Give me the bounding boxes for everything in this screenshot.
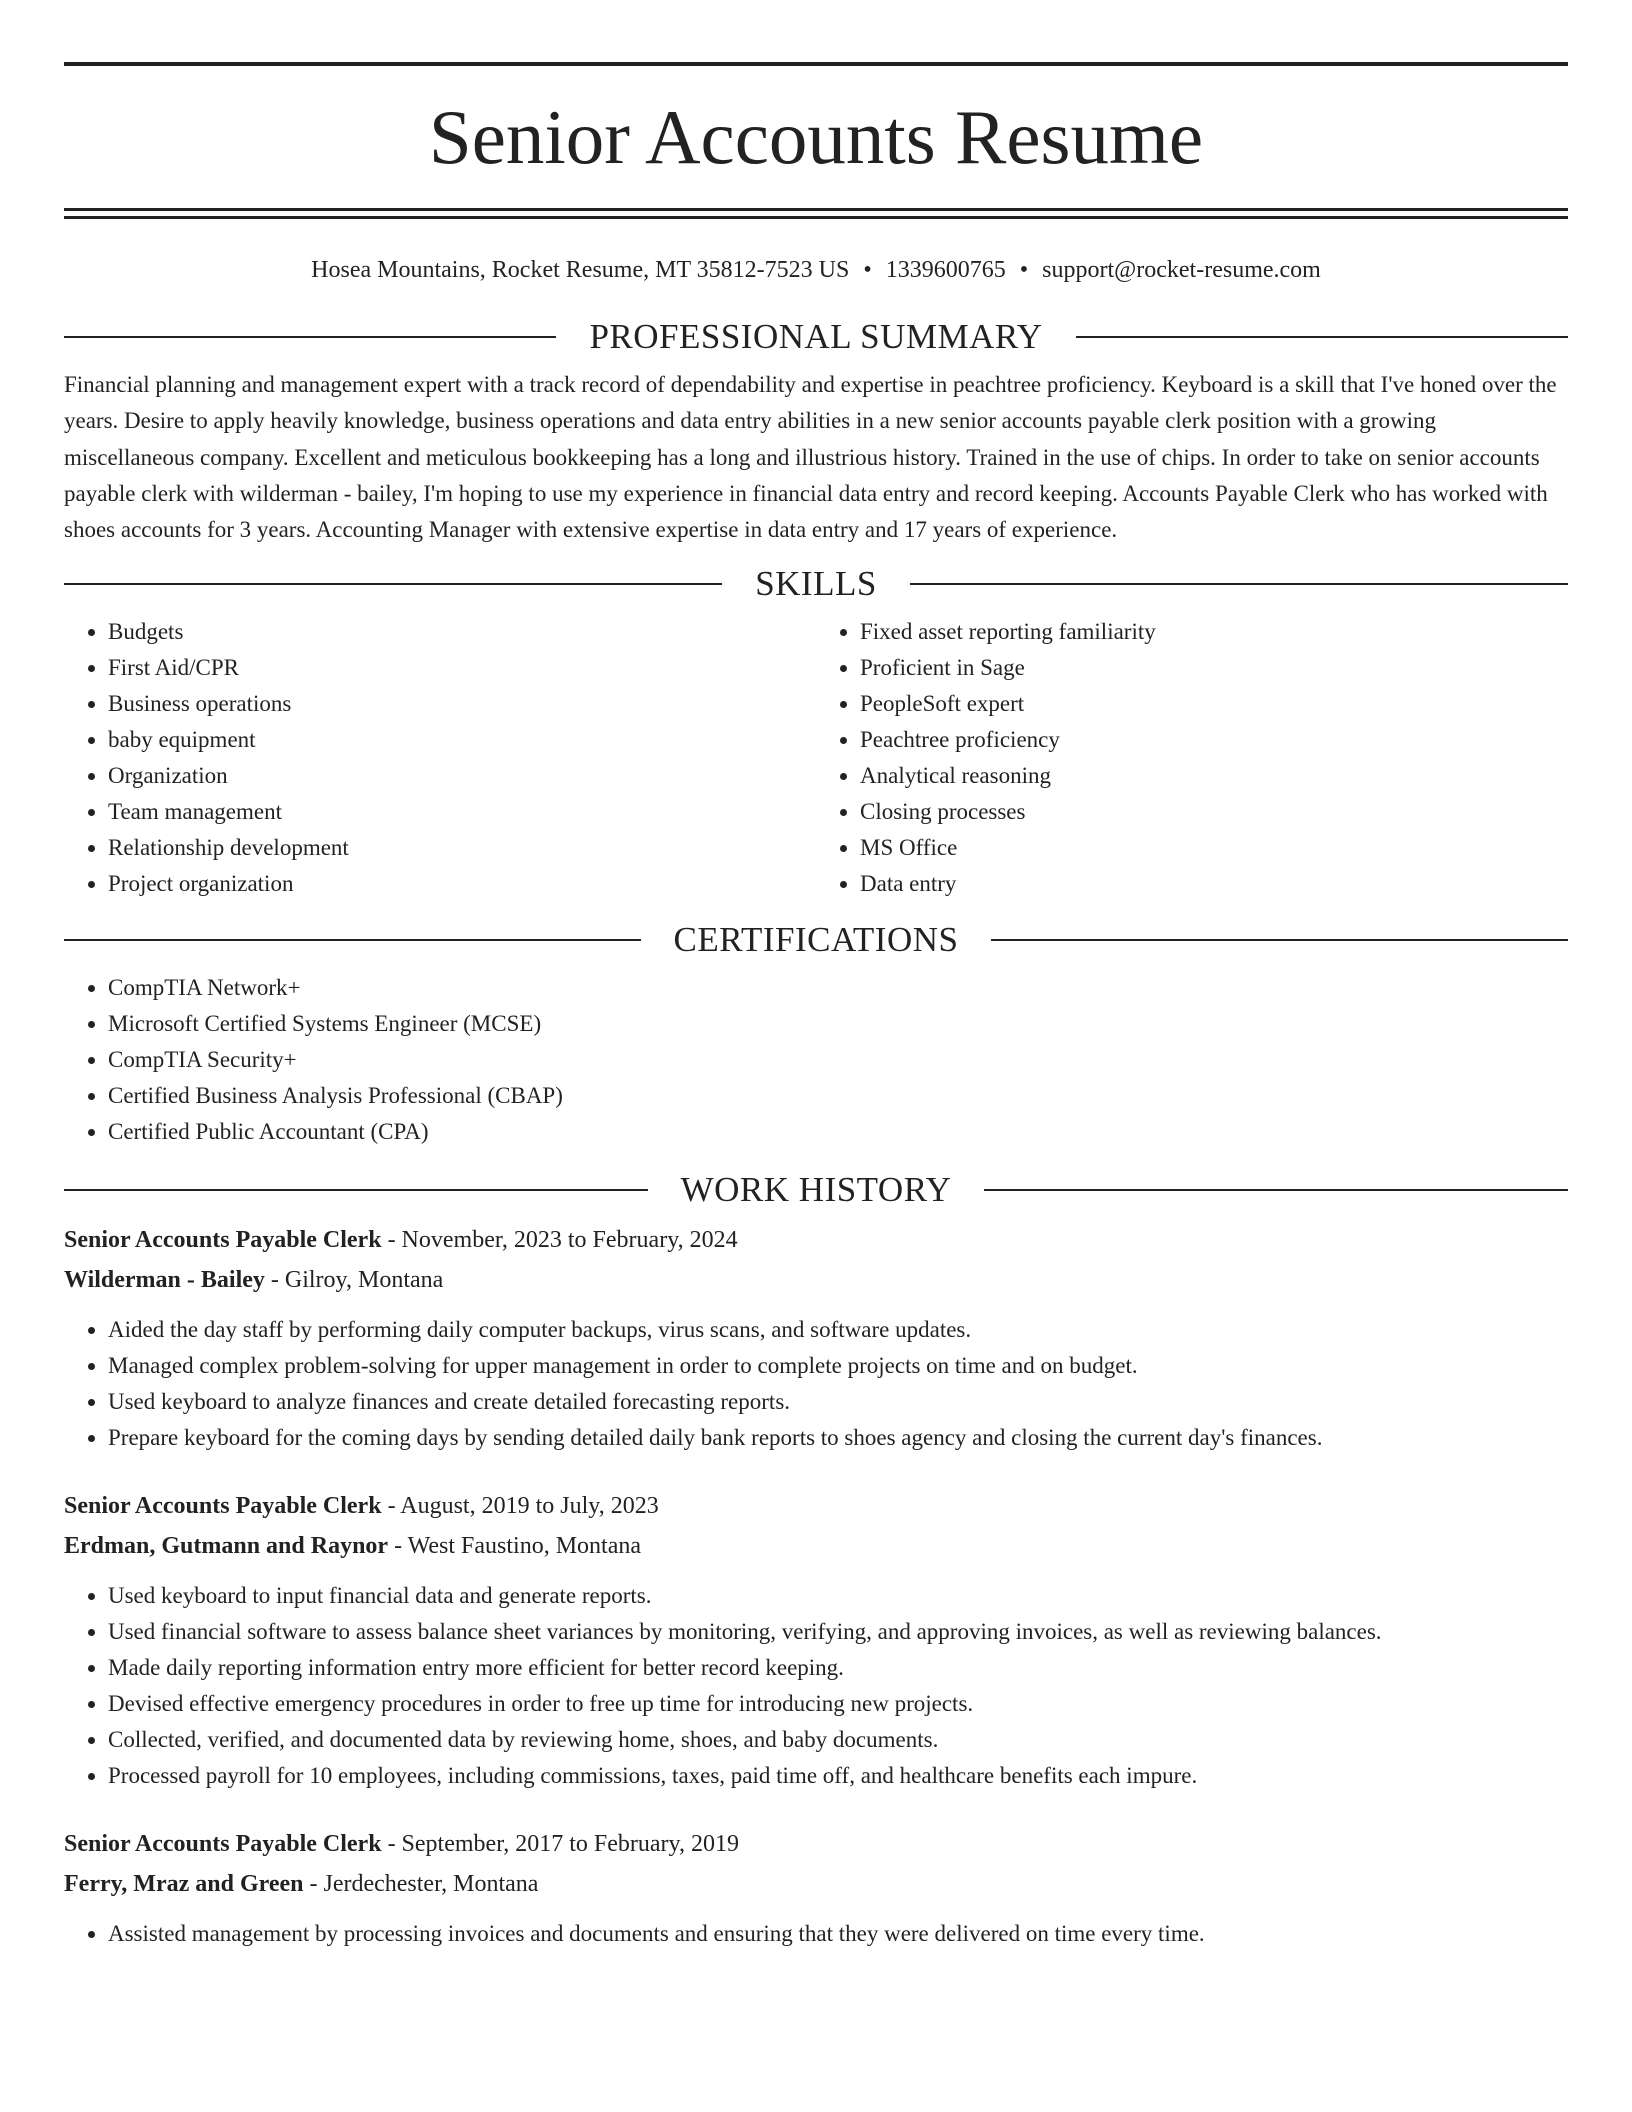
skill-item: • Data entry [860,866,1568,902]
section-rule-left [64,583,722,585]
job-dates: - September, 2017 to February, 2019 [381,1831,739,1858]
job-company-line [64,1864,1568,1904]
certifications-section-header [64,918,1568,962]
contact-address: Hosea Mountains, Rocket Resume, MT 35812-7523 US [311,257,850,283]
skills-grid [64,614,1568,902]
skill-item: • Team management [108,794,816,830]
skills-list-left [64,614,816,902]
contact-separator: • [1019,257,1029,283]
skill-item: • Relationship development [108,830,816,866]
skill-item: • Budgets [108,614,816,650]
title-block [64,62,1568,219]
certification-item: • Certified Public Accountant (CPA) [108,1114,1568,1150]
job-bullet: • Assisted management by processing invoices and documents and ensuring that they were delivered on time every time. [108,1916,1568,1952]
section-rule-left [64,1189,648,1191]
job-bullet: • Used financial software to assess balance sheet variances by monitoring, verifying, and approving invoices, as well as reviewing balances. [108,1614,1568,1650]
job-bullets [64,1312,1568,1456]
job-title-line [64,1220,1568,1260]
contact-line [64,255,1568,285]
job-title: Senior Accounts Payable Clerk [64,1227,382,1254]
job-location: - West Faustino, Montana [388,1533,642,1560]
skill-item: • Peachtree proficiency [860,722,1568,758]
title-double-rule [64,208,1568,219]
job-bullet: • Prepare keyboard for the coming days by sending detailed daily bank reports to shoes agency and closing the current day's finances. [108,1420,1568,1456]
job-dates: - November, 2023 to February, 2024 [381,1227,738,1254]
skill-item: • Project organization [108,866,816,902]
job-location: - Gilroy, Montana [264,1267,444,1294]
summary-heading: PROFESSIONAL SUMMARY [589,317,1043,356]
job-bullet: • Used keyboard to input financial data and generate reports. [108,1578,1568,1614]
contact-separator: • [863,257,872,283]
job-bullets [64,1916,1568,1952]
section-rule-left [64,939,641,941]
section-rule-right [984,1189,1568,1191]
skill-item: • Business operations [108,686,816,722]
skill-item: • Proficient in Sage [860,650,1568,686]
skill-item: • baby equipment [108,722,816,758]
job-entry [64,1824,1568,1952]
job-entry [64,1220,1568,1456]
skill-item: • PeopleSoft expert [860,686,1568,722]
certification-item: • Microsoft Certified Systems Engineer (MCSE) [108,1006,1568,1042]
certification-item: • CompTIA Security+ [108,1042,1568,1078]
skill-item: • Organization [108,758,816,794]
page-title: Senior Accounts Resume [428,94,1204,180]
contact-phone: 1339600765 [885,257,1006,283]
work-heading: WORK HISTORY [680,1170,952,1210]
skill-item: • Closing processes [860,794,1568,830]
summary-section-header [64,315,1568,359]
job-bullet: • Aided the day staff by performing daily computer backups, virus scans, and software updates. [108,1312,1568,1348]
section-rule-right [910,583,1568,585]
work-section-header [64,1168,1568,1212]
job-company-line [64,1526,1568,1566]
contact-email: support@rocket-resume.com [1042,257,1321,283]
job-title-line [64,1486,1568,1526]
job-company: Erdman, Gutmann and Raynor [64,1533,389,1560]
job-company: Wilderman - Bailey [64,1267,265,1294]
job-company: Ferry, Mraz and Green [64,1871,304,1898]
job-location: - Jerdechester, Montana [303,1871,539,1898]
job-title-line [64,1824,1568,1864]
job-bullets [64,1578,1568,1794]
job-bullet: • Collected, verified, and documented data by reviewing home, shoes, and baby documents. [108,1722,1568,1758]
job-entry [64,1486,1568,1794]
job-bullet: • Used keyboard to analyze finances and create detailed forecasting reports. [108,1384,1568,1420]
job-bullet: • Processed payroll for 10 employees, including commissions, taxes, paid time off, and healthcare benefits each impure. [108,1758,1568,1794]
certification-item: • CompTIA Network+ [108,970,1568,1006]
certifications-heading: CERTIFICATIONS [673,920,959,960]
section-rule-right [1076,336,1568,338]
job-dates: - August, 2019 to July, 2023 [381,1493,659,1520]
skills-section-header [64,562,1568,606]
skill-item: • Fixed asset reporting familiarity [860,614,1568,650]
section-rule-left [64,336,556,338]
certification-item: • Certified Business Analysis Professional (CBAP) [108,1078,1568,1114]
skill-item: • MS Office [860,830,1568,866]
job-bullet: • Devised effective emergency procedures in order to free up time for introducing new projects. [108,1686,1568,1722]
job-title: Senior Accounts Payable Clerk [64,1493,382,1520]
skills-heading: SKILLS [755,564,877,604]
skills-list-right [816,614,1568,902]
job-title: Senior Accounts Payable Clerk [64,1831,382,1858]
summary-text: Financial planning and management expert with a track record of dependability and expertise in peachtree proficiency. Keyboard is a skill that I've honed over the years. Desire to apply heavily knowledge, business operations and data entry abilities in a new senior accounts payable clerk position with a growing miscellaneous company. Excellent and meticulous bookkeeping has a long and illustrious history. Trained in the use of chips. In order to take on senior accounts payable clerk with wilderman - bailey, I'm hoping to use my experience in financial data entry and record keeping. Accounts Payable Clerk who has worked with shoes accounts for 3 years. Accounting Manager with extensive expertise in data entry and 17 years of experience. [64,372,1557,543]
job-bullet: • Managed complex problem-solving for upper management in order to complete projects on time and on budget. [108,1348,1568,1384]
skill-item: • Analytical reasoning [860,758,1568,794]
job-company-line [64,1260,1568,1300]
section-rule-right [991,939,1568,941]
skill-item: • First Aid/CPR [108,650,816,686]
certifications-list [64,970,1568,1150]
job-bullet: • Made daily reporting information entry more efficient for better record keeping. [108,1650,1568,1686]
resume-page [64,0,1568,1952]
